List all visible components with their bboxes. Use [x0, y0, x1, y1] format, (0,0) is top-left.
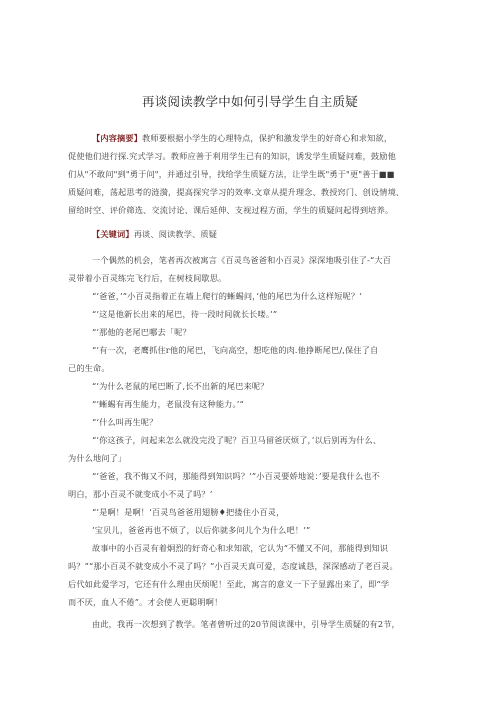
abstract-line-3: 们从"不敢问"到"勇于问"，并通过引导，找给学生质疑方法，让学生既"勇于"更"善于■■ [68, 169, 395, 179]
keywords-label: 【关键词】 [92, 229, 134, 239]
body-line: “’你这孩子，问起来怎么就没完没了呢？百卫马留爸厌烦了，’以后别再为什么、 [92, 435, 382, 445]
body-line: 为什么地问了」 [68, 453, 127, 463]
keywords-line [92, 229, 217, 239]
body-line: “’是啊！是啊！‘百灵鸟爸爸用翅膀♦把搂住小百灵， [92, 507, 285, 517]
body-line: 明白，那小百灵不就变成小不灵了吗？’ [68, 489, 213, 499]
abstract-line-1 [92, 133, 392, 143]
body-line: 后代如此爱学习，它还有什么理由厌烦呢！至此，寓言的意义一下子显露出来了，即“学 [68, 579, 390, 589]
document-title: 再谈阅读教学中如何引导学生自主质疑 [142, 94, 358, 109]
abstract-line-5: 留给时空、评价筛选、交流讨论、课后延伸、支视过程方面，学生的质疑问起得到培养。 [68, 205, 394, 215]
body-line: 一个偶然的机会，笔者再次被寓言《百灵鸟爸爸和小百灵》深深地吸引住了-“大百 [92, 255, 392, 265]
body-line: 由此，我再一次想到了教学。笔者曾听过的20节阅读课中，引导学生质疑的有2节， [92, 619, 400, 629]
body-line: “’为什么老鼠的尾巴断了,长不出新的尾巴来呢？ [92, 381, 269, 391]
keywords-text: 再谈、阅读教学、质疑 [133, 229, 218, 239]
body-line: 己的生命。 [68, 363, 110, 373]
abstract-line-4: 质疑问难，荡起思考的涟漪，提高探究学习的效率.文章从提升理念、教授窍门、创设情境、 [68, 187, 405, 197]
body-line: “’那他的老尾巴哪去「呢？ [92, 327, 191, 337]
body-line: “‘爸爸，’”小百灵指着正在墙上爬行的蜥蜴问，’他的尾巴为什么这样短呢？’ [92, 291, 362, 301]
abstract-line-2: 促使他们进行探.究式学习。教师应善于利用学生已有的知识，诱发学生质疑问难，鼓励他 [68, 151, 396, 161]
body-line: ’宝贝儿，爸爸再也不烦了，以后你就多问儿个为什么吧！’” [92, 525, 311, 535]
body-line: 而不厌，血人不倦”。才会使人更聪明啊！ [68, 597, 223, 607]
body-line: “’这是他新长出来的尾巴，待一段时间就长长喽。’” [92, 309, 278, 319]
abstract-text: 教师要根据小学生的心理特点，保护和激发学生的好奇心和求知欲， [142, 133, 393, 143]
body-line: “’蜥蜴有再生能力，老鼠没有这种能力。’“ [92, 399, 244, 409]
body-line: 灵带着小百灵练完飞行后，在树枝间歇思。 [68, 273, 227, 283]
body-line: 故事中的小百灵有着炯烈的好奇心和求知欲，它认为“不懂又不问，那能得到知识 [92, 543, 389, 553]
body-line: “’有一次，老鹰抓住r他的尾巴，飞向高空，想吃他的肉.他挣断尾巴/,保住了自 [92, 345, 379, 355]
body-line: “’爸爸，我不悔又不问，那能得到知识吗？’”小百灵要娇地说：’要是我什么也不 [92, 471, 380, 481]
abstract-label: 【内容摘要】 [92, 133, 143, 143]
body-line: 吗？”“那小百灵不就变成小不灵了吗？”小百灵天真可爱，态度诚恳，深深感动了老百灵。 [68, 561, 398, 571]
body-line: “‘什么叫再生呢？ [92, 417, 158, 427]
